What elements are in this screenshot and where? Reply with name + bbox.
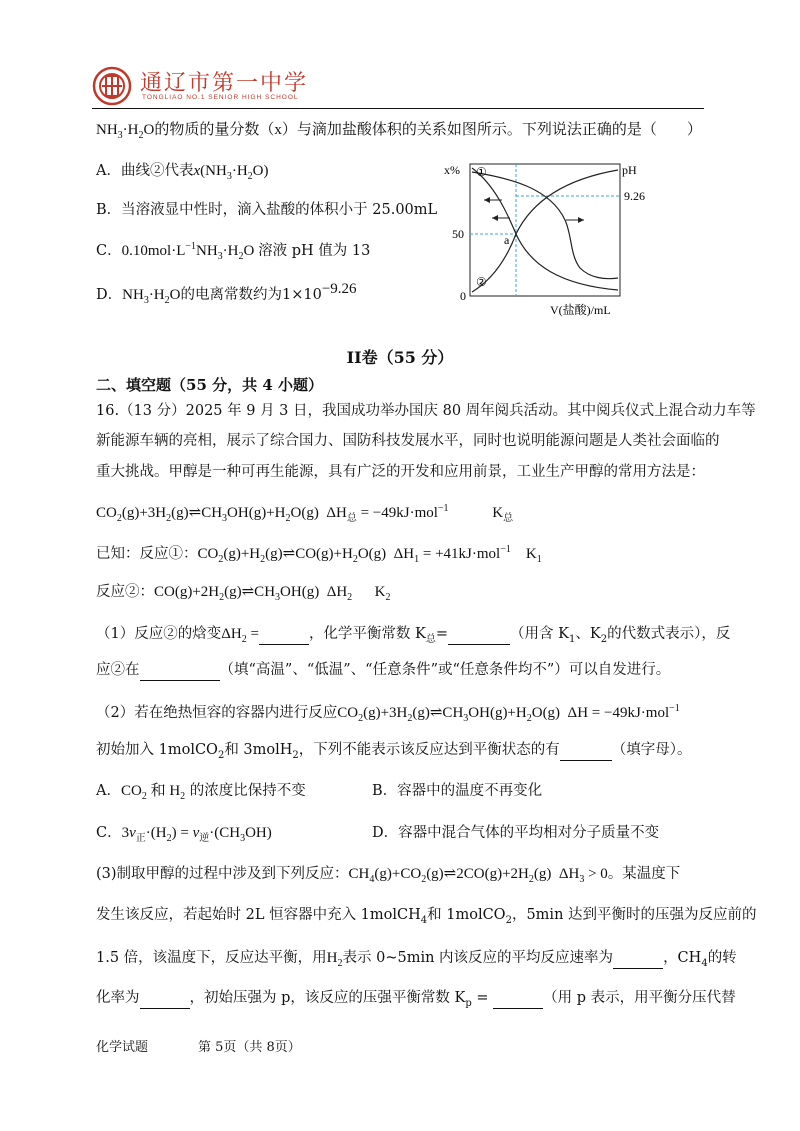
q15-stem: $NH_3\cdot H_2O$的物质的量分数（x）与滴加盐酸体积的关系如图所示。下列说法正确的是（ ） [96,122,702,141]
r2-k: K [374,584,386,600]
p3-line3-b: 表示 0~5min 内该反应的平均反应速率为 [342,950,614,966]
p1-text-d: 、K [575,626,601,642]
q16-option-a: A．$CO_2$ 和 $H_2$ 的浓度比保持不变 [96,783,306,802]
q16-reaction-1: 已知：反应①：$CO_2(g)+H_2(g)\rightleftharpoons CO(g)+H_2O(g) \Delta H_1 = +41kJ\cdot mol^{-1}$ $K_1$ [96,544,542,565]
blank-condition[interactable] [140,660,220,681]
blank-k-total[interactable] [448,624,510,645]
p2-line2-c: ，下列不能表示该反应达到平衡状态的有 [298,742,560,758]
q15-option-d: D．$NH_3\cdot H_2O$的电离常数约为$1\times 10^{-9.26}$ [96,281,357,306]
tick-0: 0 [460,289,466,303]
q16-part2-line-1: （2）若在绝热恒容的容器内进行反应$CO_2(g)+3H_2(g)\rightleftharpoons CH_3OH(g)+H_2O(g) \Delta H = -49kJ\cdot mol^{-1}$ [96,703,680,724]
r2-dh: ΔH [326,584,348,600]
q16-part3-line-1: (3)制取甲醇的过程中涉及到下列反应：$CH_4(g)+CO_2(g)\rightleftharpoons 2CO(g)+2H_2(g) \Delta H_3 > 0$。某温度下 [96,866,681,885]
section-title: II卷（55 分） [346,348,454,367]
footer-subject: 化学试题 [96,1040,149,1055]
footer-page: 第 5页（共 8页） [198,1040,301,1055]
school-name-english: TONGLIAO NO.1 SENIOR HIGH SCHOOL [142,94,299,101]
q16-intro-line-1: 16.（13 分）2025 年 9 月 3 日，我国成功举办国庆 80 周年阅兵活动。其中阅兵仪式上混合动力车等 [96,403,756,419]
p3-text-a: (3)制取甲醇的过程中涉及到下列反应： [96,866,349,882]
curve-2 [472,170,618,292]
p3-line2-c: ，5min 达到平衡时的压强为反应前的 [511,907,757,923]
blank-dh2[interactable] [259,624,309,645]
q15-option-d-tail: 的电离常数约为1×10 [180,286,322,303]
p3-line4-c: （用 p 表示，用平衡分压代替 [543,990,736,1006]
header-divider [92,108,704,109]
graph-frame [470,164,620,296]
main-eq-k: K [492,505,504,521]
curve-2-label: ② [476,275,487,289]
blank-choice[interactable] [560,740,612,761]
q16-reaction-2: 反应②：$CO(g)+2H_2(g)\rightleftharpoons CH_3OH(g)$ $\Delta H_2$ $K_2$ [96,584,391,603]
y-left-label: x% [444,163,460,177]
blank-kp[interactable] [493,988,543,1009]
p3-line3-c: ，CH [663,950,702,966]
p3-line4-b: ，初始压强为 p，该反应的压强平衡常数 K [189,990,466,1006]
q15-option-c: C．$0.10mol\cdot L^{-1}NH_3\cdot H_2O$ 溶液 pH 值为 13 [96,241,371,262]
p1-text-a: （1）反应②的焓变 [96,626,222,642]
y-right-label: pH [622,163,637,177]
school-name: 通辽市第一中学 [140,71,309,96]
q15-option-d-exponent: −9.26 [321,281,357,297]
q16-part1-line-1: （1）反应②的焓变$\Delta H_2$ = ，化学平衡常数 $K_总=$ （用含 $K_1$、$K_2$的代数式表示），反 [96,626,731,645]
q15-option-a: A．曲线②代表$x(NH_3\cdot H_2O)$ [96,163,269,182]
p1-text-e: 的代数式表示），反 [607,626,731,642]
q15-option-c-tail: 溶液 pH 值为 13 [258,243,371,259]
titration-graph [440,160,670,320]
p2-text-a: （2）若在绝热恒容的容器内进行反应 [96,705,338,721]
q15-option-a-label: A．曲线②代表 [96,163,194,179]
ph-curve [472,172,618,279]
main-eq-dh-value: = −49kJ·mol [360,505,438,521]
q16-intro-line-2: 新能源车辆的亮相，展示了综合国力、国防科技发展水平，同时也说明能源问题是人类社会面临的 [96,433,720,449]
p1-text-b: ，化学平衡常数 K [308,626,426,642]
q16-part3-line-2: 发生该反应，若起始时 2L 恒容器中充入 1molCH$_4$和 1molCO$_2$，5min 达到平衡时的压强为反应前的 [96,907,757,926]
q16-option-b: B．容器中的温度不再变化 [372,783,543,799]
main-eq-dh: ΔH [326,505,347,521]
q15-option-c-label: C． [96,243,122,259]
q16-part2-line-2: 初始加入 1molCO$_2$和 3molH$_2$，下列不能表示该反应达到平衡状态的有 （填字母）。 [96,742,692,761]
q16-opt-a-label: A． [96,783,121,799]
tick-50: 50 [452,227,464,241]
q16-intro-line-3: 重大挑战。甲醇是一种可再生能源，具有广泛的开发和应用前景，工业生产甲醇的常用方法是： [96,464,705,480]
p1-line2-b: （填“高温”、“低温”、“任意条件”或“任意条件均不”）可以自发进行。 [219,662,671,678]
r1-k: K [525,546,537,562]
p2-line2-a: 初始加入 1molCO [96,742,218,758]
q16-option-d: D．容器中混合气体的平均相对分子质量不变 [372,825,660,841]
curve-1 [472,168,618,290]
p2-line2-d: （填字母）。 [611,742,692,758]
q16-main-equation: $CO_2(g)+3H_2(g)\rightleftharpoons CH_3OH(g)+H_2O(g) \Delta H_总 = -49kJ\cdot mol^{-1}$ $K_总$ [96,503,514,524]
p3-line3-a: 1.5 倍，该温度下，反应达平衡，用 [96,950,327,966]
point-a-label: a [504,233,510,247]
blank-conversion[interactable] [140,988,190,1009]
q16-opt-c-label: C． [96,825,122,841]
p3-line2-a: 发生该反应，若起始时 2L 恒容器中充入 1molCH [96,907,421,923]
q16-part3-line-4: 化率为 ，初始压强为 p，该反应的压强平衡常数 $K_p$ = （用 p 表示，用平衡分压代替 [96,990,736,1009]
r1-dh-value: = +41kJ·mol [422,546,501,562]
q16-part3-line-3: 1.5 倍，该温度下，反应达平衡，用$H_2$表示 0~5min 内该反应的平均反应速率为 ，$CH_4$的转 [96,950,737,969]
r2-label: 反应②： [96,584,154,600]
q16-option-c: C．$3v_正\cdot(H_2) = v_逆\cdot(CH_3OH)$ [96,825,272,844]
known-label: 已知：反应①： [96,546,198,562]
q16-part1-line-2 [96,660,670,681]
r1-dh: ΔH [393,546,415,562]
q15-stem-text: 的物质的量分数（x）与滴加盐酸体积的关系如图所示。下列说法正确的是（ ） [154,122,702,138]
p2-line2-b: 和 3molH [224,742,293,758]
x-axis-label: V(盐酸)/mL [550,303,611,317]
p1-text-c: （用含 K [510,626,569,642]
blank-rate[interactable] [613,948,663,969]
p3-line2-b: 和 1molCO [427,907,506,923]
section-subheading: 二、填空题（55 分，共 4 小题） [96,376,323,394]
q16-opt-a-text: 的浓度比保持不变 [189,783,306,799]
q15-option-d-label: D． [96,286,123,303]
p3-text-b: 。某温度下 [607,866,681,882]
curve-1-label: ① [476,165,487,179]
ph-value-label: 9.26 [624,189,645,203]
p3-line3-d: 的转 [707,950,737,966]
p3-line4-a: 化率为 [96,990,140,1006]
q15-option-b: B．当溶液显中性时，滴入盐酸的体积小于 25.00mL [96,202,438,218]
school-logo [92,66,132,106]
p1-line2-a: 应②在 [96,662,140,678]
